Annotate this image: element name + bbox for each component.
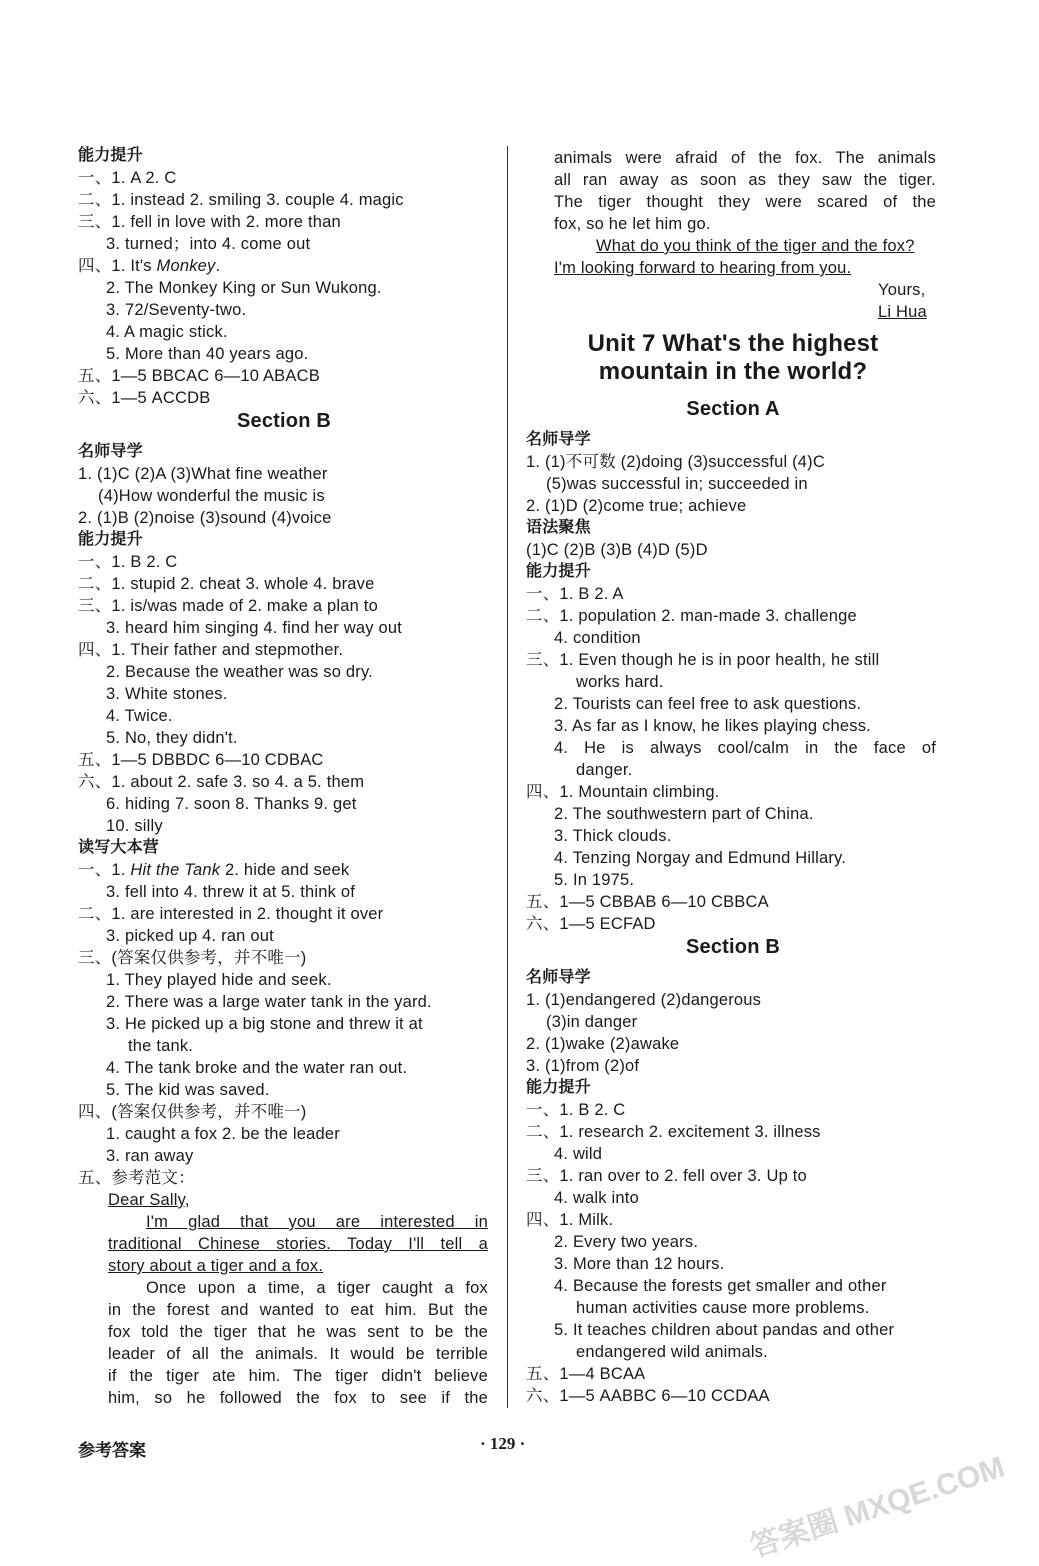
section-heading: 能力提升 — [526, 1079, 591, 1096]
answer-line: 六、1—5 ACCDB — [78, 389, 211, 407]
answer-line: 2. The southwestern part of China. — [554, 805, 814, 823]
answer-line: fox told the tiger that he was sent to be the — [108, 1323, 488, 1341]
answer-line: 1. (1)不可数 (2)doing (3)successful (4)C — [526, 453, 825, 471]
answer-line: 五、参考范文： — [78, 1169, 195, 1187]
column-divider — [507, 146, 508, 1408]
answer-line: 4. wild — [554, 1145, 603, 1163]
section-heading: 名师导学 — [526, 969, 591, 986]
answer-line: 2. Tourists can feel free to ask questions. — [554, 695, 862, 713]
answer-line: 二、1. instead 2. smiling 3. couple 4. magic — [78, 191, 404, 209]
answer-line: Yours, — [878, 281, 926, 299]
answer-line: 四、1. Milk. — [526, 1211, 614, 1229]
answer-line: 4. Because the forests get smaller and other — [554, 1277, 887, 1295]
answer-line: fox, so he let him go. — [554, 215, 711, 233]
answer-line: 四、1. Their father and stepmother. — [78, 641, 344, 659]
answer-line: endangered wild animals. — [576, 1343, 768, 1361]
answer-line: works hard. — [576, 673, 664, 691]
answer-line: 4. A magic stick. — [106, 323, 228, 341]
answer-line: 3. ran away — [106, 1147, 194, 1165]
answer-line: 三、1. Even though he is in poor health, he still — [526, 651, 880, 669]
footer-label: 参考答案 — [78, 1441, 146, 1460]
section-heading: 名师导学 — [526, 431, 591, 448]
answer-line: 4. condition — [554, 629, 641, 647]
answer-line: (5)was successful in; succeeded in — [546, 475, 808, 493]
answer-line: 3. He picked up a big stone and threw it at — [106, 1015, 423, 1033]
answer-line: all ran away as soon as they saw the tiger. — [554, 171, 936, 189]
answer-line: 三、1. fell in love with 2. more than — [78, 213, 341, 231]
answer-line: 1. (1)endangered (2)dangerous — [526, 991, 762, 1009]
section-title: Unit 7 What's the highest — [587, 330, 879, 357]
answer-line: (3)in danger — [546, 1013, 638, 1031]
answer-line: 五、1—5 CBBAB 6—10 CBBCA — [526, 893, 769, 911]
answer-line: 五、1—4 BCAA — [526, 1365, 646, 1383]
section-heading: 能力提升 — [78, 147, 143, 164]
answer-line: What do you think of the tiger and the fox? — [596, 237, 915, 255]
answer-line: 2. There was a large water tank in the yard. — [106, 993, 432, 1011]
answer-line: 5. In 1975. — [554, 871, 635, 889]
answer-line: 二、1. research 2. excitement 3. illness — [526, 1123, 821, 1141]
answer-line: animals were afraid of the fox. The animals — [554, 149, 936, 167]
answer-line: 三、1. ran over to 2. fell over 3. Up to — [526, 1167, 807, 1185]
section-heading: 能力提升 — [526, 563, 591, 580]
answer-line: 3. As far as I know, he likes playing chess. — [554, 717, 871, 735]
answer-line: 一、1. B 2. C — [526, 1101, 626, 1119]
section-title: Section B — [685, 936, 781, 958]
section-title: Section A — [686, 398, 780, 420]
answer-line: 2. (1)B (2)noise (3)sound (4)voice — [78, 509, 332, 527]
section-heading: 语法聚焦 — [526, 519, 591, 536]
answer-line: 1. They played hide and seek. — [106, 971, 332, 989]
answer-line: 3. turned；into 4. come out — [106, 235, 311, 253]
answer-line: 2. (1)D (2)come true; achieve — [526, 497, 747, 515]
answer-line: 5. No, they didn't. — [106, 729, 238, 747]
answer-line: 六、1—5 AABBC 6—10 CCDAA — [526, 1387, 770, 1405]
answer-line: 三、(答案仅供参考，并不唯一) — [78, 949, 307, 967]
answer-line: 10. silly — [106, 817, 163, 835]
answer-line: 五、1—5 BBCAC 6—10 ABACB — [78, 367, 320, 385]
answer-line: him, so he followed the fox to see if the — [108, 1389, 488, 1407]
answer-line: 2. Because the weather was so dry. — [106, 663, 373, 681]
section-heading: 名师导学 — [78, 443, 143, 460]
section-title: Section B — [236, 410, 332, 432]
answer-line: 5. The kid was saved. — [106, 1081, 270, 1099]
answer-line: story about a tiger and a fox. — [108, 1257, 324, 1275]
answer-line: if the tiger ate him. The tiger didn't believe — [108, 1367, 488, 1385]
answer-line: 1. (1)C (2)A (3)What fine weather — [78, 465, 328, 483]
answer-line: 二、1. are interested in 2. thought it over — [78, 905, 384, 923]
answer-line: 一、1. B 2. A — [526, 585, 624, 603]
answer-line: 六、1. about 2. safe 3. so 4. a 5. them — [78, 773, 365, 791]
answer-line: Dear Sally, — [108, 1191, 190, 1209]
answer-line: I'm looking forward to hearing from you. — [554, 259, 852, 277]
answer-line: The tiger thought they were scared of the — [554, 193, 936, 211]
answer-line: 五、1—5 DBBDC 6—10 CDBAC — [78, 751, 324, 769]
answer-line: 1. caught a fox 2. be the leader — [106, 1125, 340, 1143]
answer-line: 一、1. A 2. C — [78, 169, 177, 187]
answer-line: leader of all the animals. It would be terrible — [108, 1345, 488, 1363]
answer-line: 一、1. Hit the Tank 2. hide and seek — [78, 861, 350, 879]
answer-line: 四、(答案仅供参考，并不唯一) — [78, 1103, 307, 1121]
answer-line: Li Hua — [878, 303, 927, 321]
answer-line: 3. (1)from (2)of — [526, 1057, 640, 1075]
answer-line: 4. The tank broke and the water ran out. — [106, 1059, 408, 1077]
answer-line: 5. More than 40 years ago. — [106, 345, 309, 363]
answer-line: 二、1. stupid 2. cheat 3. whole 4. brave — [78, 575, 375, 593]
answer-line: 3. heard him singing 4. find her way out — [106, 619, 403, 637]
answer-line: 4. walk into — [554, 1189, 639, 1207]
answer-line: in the forest and wanted to eat him. But the — [108, 1301, 488, 1319]
answer-line: danger. — [576, 761, 633, 779]
answer-line: traditional Chinese stories. Today I'll tell a — [108, 1235, 488, 1253]
section-heading: 读写大本营 — [78, 839, 160, 856]
answer-line: 4. He is always cool/calm in the face of — [554, 739, 936, 757]
answer-line: 2. The Monkey King or Sun Wukong. — [106, 279, 382, 297]
answer-line: Once upon a time, a tiger caught a fox — [146, 1279, 488, 1297]
answer-line: 二、1. population 2. man-made 3. challenge — [526, 607, 857, 625]
answer-line: 4. Tenzing Norgay and Edmund Hillary. — [554, 849, 847, 867]
answer-line: (4)How wonderful the music is — [98, 487, 325, 505]
answer-line: the tank. — [128, 1037, 194, 1055]
answer-line: 3. 72/Seventy-two. — [106, 301, 247, 319]
answer-line: 3. White stones. — [106, 685, 228, 703]
answer-line: I'm glad that you are interested in — [146, 1213, 488, 1231]
answer-line: 3. More than 12 hours. — [554, 1255, 725, 1273]
answer-line: 4. Twice. — [106, 707, 173, 725]
answer-line: 四、1. Mountain climbing. — [526, 783, 720, 801]
answer-line: 3. picked up 4. ran out — [106, 927, 274, 945]
section-title: mountain in the world? — [598, 358, 868, 385]
answer-line: 3. Thick clouds. — [554, 827, 672, 845]
answer-line: human activities cause more problems. — [576, 1299, 870, 1317]
section-heading: 能力提升 — [78, 531, 143, 548]
answer-line: 3. fell into 4. threw it at 5. think of — [106, 883, 356, 901]
answer-line: 2. Every two years. — [554, 1233, 699, 1251]
answer-line: (1)C (2)B (3)B (4)D (5)D — [526, 541, 708, 559]
answer-line: 一、1. B 2. C — [78, 553, 178, 571]
answer-line: 六、1—5 ECFAD — [526, 915, 656, 933]
answer-line: 2. (1)wake (2)awake — [526, 1035, 680, 1053]
answer-line: 四、1. It's Monkey. — [78, 257, 221, 275]
answer-line: 5. It teaches children about pandas and other — [554, 1321, 895, 1339]
watermark: 答案圈 MXQE.COM — [746, 1450, 1009, 1564]
answer-line: 三、1. is/was made of 2. make a plan to — [78, 597, 378, 615]
answer-line: 6. hiding 7. soon 8. Thanks 9. get — [106, 795, 357, 813]
page-number: · 129 · — [480, 1434, 526, 1453]
